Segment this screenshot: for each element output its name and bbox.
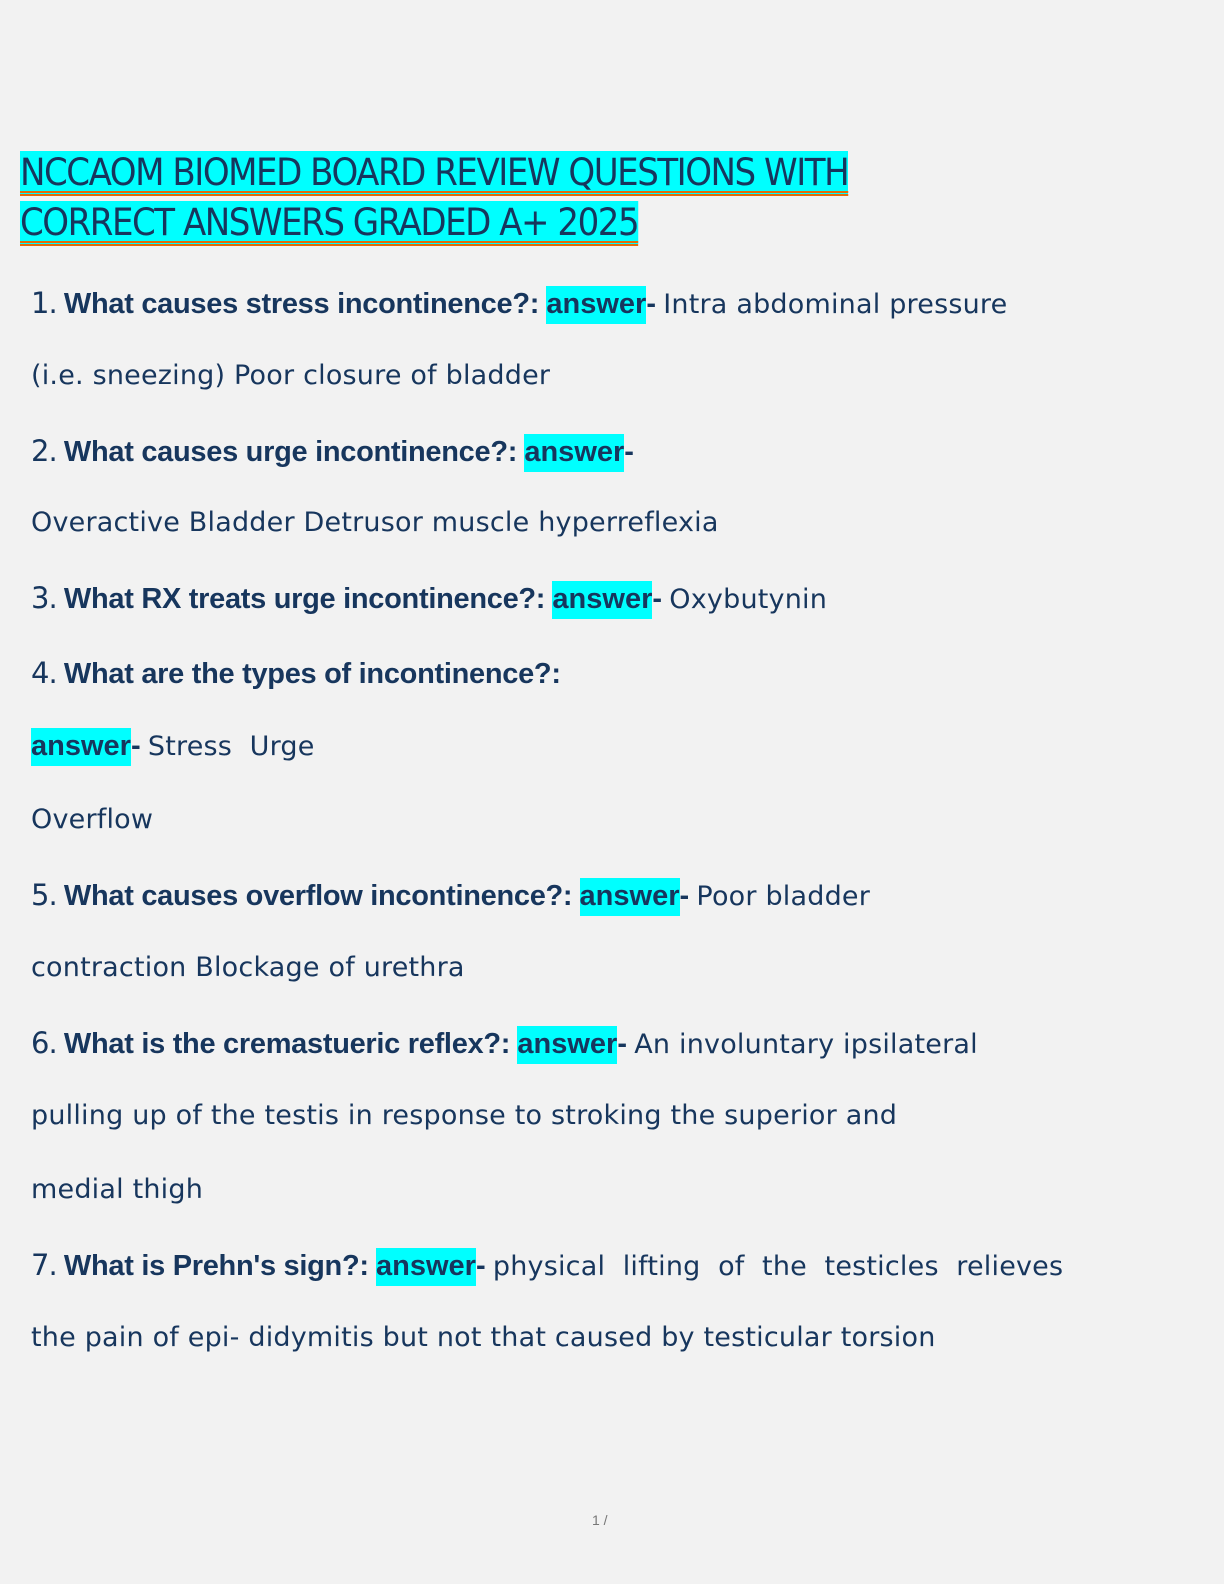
answer-continuation: pulling up of the testis in response to stroking the superior and xyxy=(31,1100,898,1131)
question-text: What are the types of incontinence?: xyxy=(63,658,561,690)
question-1 xyxy=(31,286,1191,321)
answer-dash: - xyxy=(624,436,634,468)
question-number: 4. xyxy=(31,656,57,690)
answer-continuation: the pain of epi- didymitis but not that caused by testicular torsion xyxy=(31,1322,936,1353)
answer-dash: - xyxy=(475,1250,486,1282)
title-line-1: NCCAOM BIOMED BOARD REVIEW QUESTIONS WITH xyxy=(20,151,849,194)
question-text: What RX treats urge incontinence?: xyxy=(63,583,546,615)
answer-label-highlight: answer xyxy=(580,878,680,916)
question-text: What is the cremastueric reflex?: xyxy=(63,1028,511,1060)
question-number: 6. xyxy=(31,1026,57,1060)
answer-label-highlight: answer xyxy=(376,1248,476,1286)
answer-dash: - xyxy=(617,1028,627,1060)
answer-label-highlight: answer xyxy=(524,434,624,472)
question-4 xyxy=(31,656,1191,691)
answer-text: Stress Urge xyxy=(147,731,315,762)
question-5 xyxy=(31,878,1191,913)
answer-label-highlight: answer xyxy=(552,581,652,619)
answer-continuation: medial thigh xyxy=(31,1174,204,1205)
question-number: 3. xyxy=(31,581,57,615)
question-number: 2. xyxy=(31,434,57,468)
question-number: 1. xyxy=(31,286,57,320)
answer-text: An involuntary ipsilateral xyxy=(634,1029,978,1060)
title-line-2: CORRECT ANSWERS GRADED A+ 2025 xyxy=(20,201,639,244)
question-number: 7. xyxy=(31,1248,57,1282)
answer-text: Poor bladder xyxy=(696,881,871,912)
answer-continuation: contraction Blockage of urethra xyxy=(31,952,465,983)
question-7 xyxy=(31,1248,1191,1283)
answer-label-highlight: answer xyxy=(546,286,646,324)
answer-dash: - xyxy=(679,880,690,912)
answer-dash: - xyxy=(130,730,141,762)
answer-text: Intra abdominal pressure xyxy=(663,289,1008,320)
answer-continuation: (i.e. sneezing) Poor closure of bladder xyxy=(31,360,551,391)
answer-dash: - xyxy=(646,288,656,320)
answer-continuation: Overflow xyxy=(31,804,154,835)
question-2 xyxy=(31,434,1191,469)
question-text: What is Prehn's sign?: xyxy=(63,1250,369,1282)
answer-continuation: Overactive Bladder Detrusor muscle hyperreflexia xyxy=(31,507,719,538)
answer-line xyxy=(31,730,1191,763)
question-3 xyxy=(31,581,1191,616)
question-6 xyxy=(31,1026,1191,1061)
answer-label-highlight: answer xyxy=(517,1026,617,1064)
document-title xyxy=(20,148,1032,248)
answer-label-highlight: answer xyxy=(31,728,131,766)
question-text: What causes stress incontinence?: xyxy=(63,288,540,320)
answer-text: Oxybutynin xyxy=(669,584,828,615)
question-text: What causes overflow incontinence?: xyxy=(63,880,573,912)
page-indicator: 1 / xyxy=(592,1512,608,1528)
question-number: 5. xyxy=(31,878,57,912)
question-text: What causes urge incontinence?: xyxy=(63,436,518,468)
answer-dash: - xyxy=(652,583,663,615)
answer-text: physical lifting of the testicles relieves xyxy=(492,1251,1064,1282)
